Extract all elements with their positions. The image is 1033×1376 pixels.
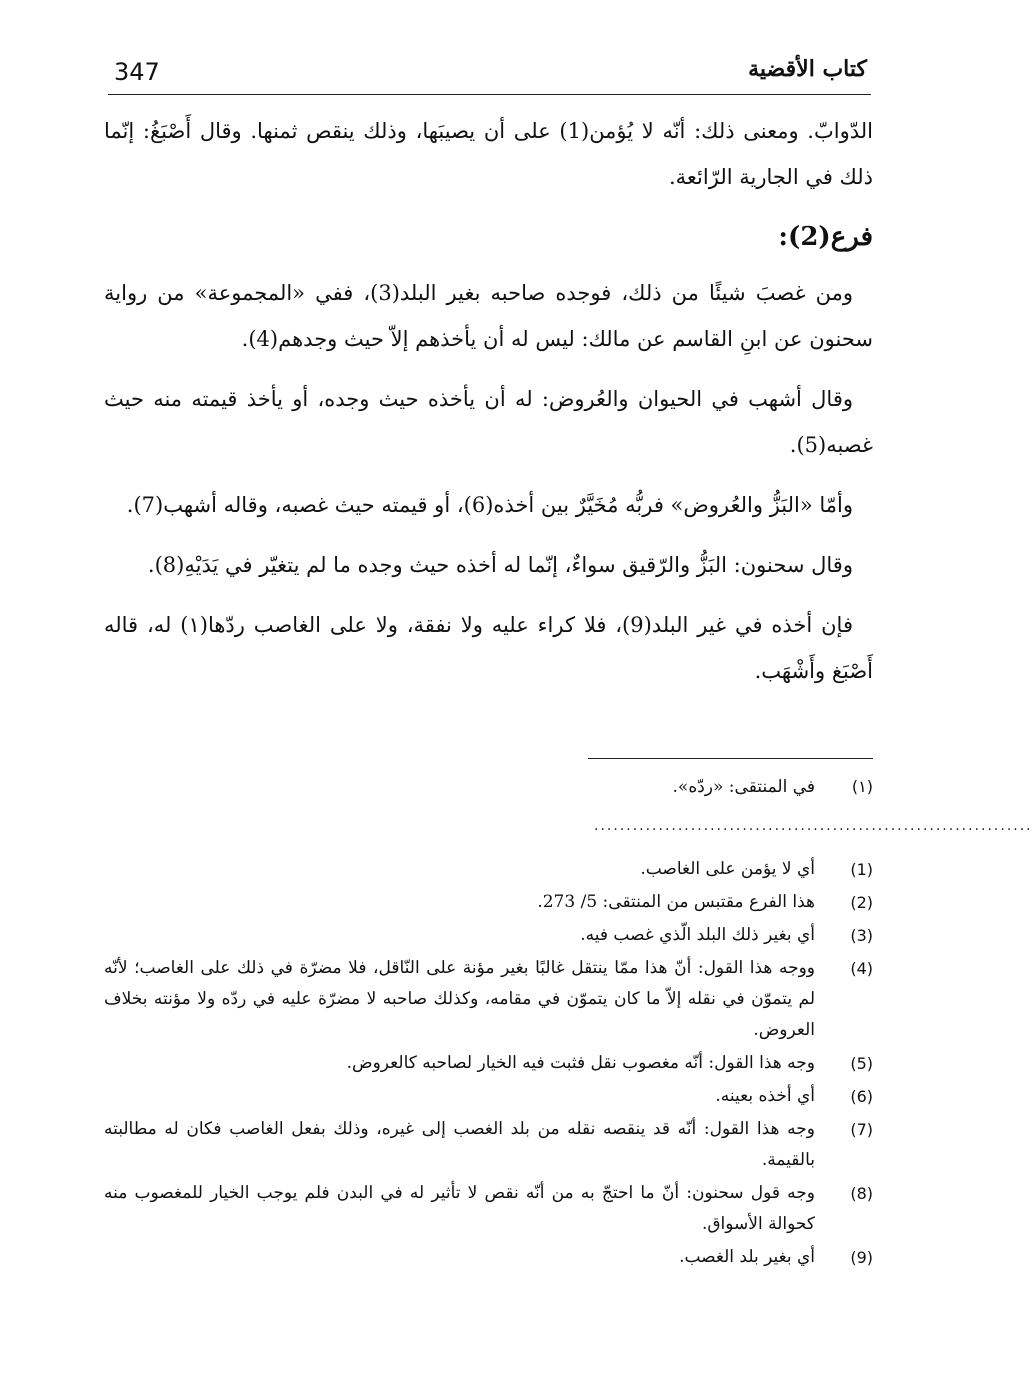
footnote-number: (5)	[850, 1054, 873, 1073]
footnotes-list	[104, 854, 873, 1275]
main-text	[104, 108, 873, 708]
footnote-number: (8)	[850, 1184, 873, 1203]
paragraph: وقال سحنون: البَزُّ والرّقيق سواءٌ، إنّما له أخذه حيث وجده ما لم يتغيّر في يَدَيْهِ(8).	[147, 553, 853, 577]
footnote-item	[104, 1081, 873, 1112]
footnote-item	[104, 1114, 873, 1176]
paragraph: ومن غصبَ شيئًا من ذلك، فوجده صاحبه بغير البلد(3)، ففي «المجموعة» من رواية سحنون عن ابنِ القاسم عن مالك: ليس له أن يأخذهم إلاّ حيث وجدهم(4).	[104, 281, 873, 351]
footnote-text: في المنتقى: «ردّه».	[672, 777, 815, 797]
running-title: كتاب الأقضية	[748, 56, 867, 82]
paragraph: وقال أشهب في الحيوان والعُروض: له أن يأخذه حيث وجده، أو يأخذ قيمته منه حيث غصبه(5).	[104, 387, 873, 457]
footnote-item	[104, 887, 873, 918]
dotted-separator: ....................................................................	[594, 818, 1033, 834]
editor-note	[104, 772, 873, 804]
footnote-item	[104, 953, 873, 1046]
footnote-number: (3)	[850, 926, 873, 945]
paragraph: فإن أخذه في غير البلد(9)، فلا كراء عليه ولا نفقة، ولا على الغاصب ردّها(١) له، قاله أَصْبَغ وأَشْهَب.	[104, 613, 873, 683]
footnote-item	[104, 772, 873, 802]
paragraph: وأمّا «البَزُّ والعُروض» فربُّه مُخَيَّرٌ بين أخذه(6)، أو قيمته حيث غصبه، وقاله أشهب(7).	[126, 493, 853, 517]
footnote-item	[104, 920, 873, 951]
footnote-text: هذا الفرع مقتبس من المنتقى: 5/ 273.	[537, 892, 815, 912]
footnote-text: أي أخذه بعينه.	[715, 1086, 815, 1106]
footnote-number: (1)	[850, 860, 873, 879]
footnote-number: (7)	[850, 1120, 873, 1139]
page-number: 347	[114, 58, 160, 86]
footnote-text: أي بغير بلد الغصب.	[679, 1247, 815, 1267]
footnote-text: وجه قول سحنون: أنّ ما احتجّ به من أنّه نقص لا تأثير له في البدن فلم يوجب الخيار للمغصوب منه كحوالة الأسواق.	[104, 1183, 815, 1234]
footnote-number: (2)	[850, 893, 873, 912]
footnote-item	[104, 1048, 873, 1079]
footnote-text: أي لا يؤمن على الغاصب.	[640, 859, 815, 879]
footnote-number: (١)	[851, 777, 873, 796]
footnote-item	[104, 1178, 873, 1240]
footnote-number: (4)	[850, 959, 873, 978]
footnote-text: وجه هذا القول: أنّه مغصوب نقل فثبت فيه الخيار لصاحبه كالعروض.	[346, 1053, 815, 1073]
footnote-separator	[588, 758, 873, 759]
footnote-text: وجه هذا القول: أنّه قد ينقصه نقله من بلد الغصب إلى غيره، وذلك بفعل الغاصب فكان له مطالبته بالقيمة.	[104, 1119, 815, 1170]
footnote-number: (6)	[850, 1087, 873, 1106]
footnote-item	[104, 1242, 873, 1273]
footnote-number: (9)	[850, 1248, 873, 1267]
footnote-text: أي بغير ذلك البلد الّذي غصب فيه.	[580, 925, 815, 945]
paragraph: الدّوابّ. ومعنى ذلك: أنّه لا يُؤمن(1) على أن يصيبَها، وذلك ينقص ثمنها. وقال أَصْبَغُ: إنّما ذلك في الجارية الرّائعة.	[104, 119, 873, 189]
footnote-text: ووجه هذا القول: أنّ هذا ممّا ينتقل غالبًا بغير مؤنة على النّاقل، فلا مضرّة في ذلك على الغاصب؛ لأنّه لم يتموّن في نقله إلاّ ما كان يتموّن في مقامه، وكذلك صاحبه لا مضرّة عليه في ردّه ولا مؤنته بخلاف العروض.	[104, 958, 815, 1040]
page-header	[108, 56, 871, 95]
section-heading: فرع(2):	[778, 222, 873, 252]
footnote-item	[104, 854, 873, 885]
